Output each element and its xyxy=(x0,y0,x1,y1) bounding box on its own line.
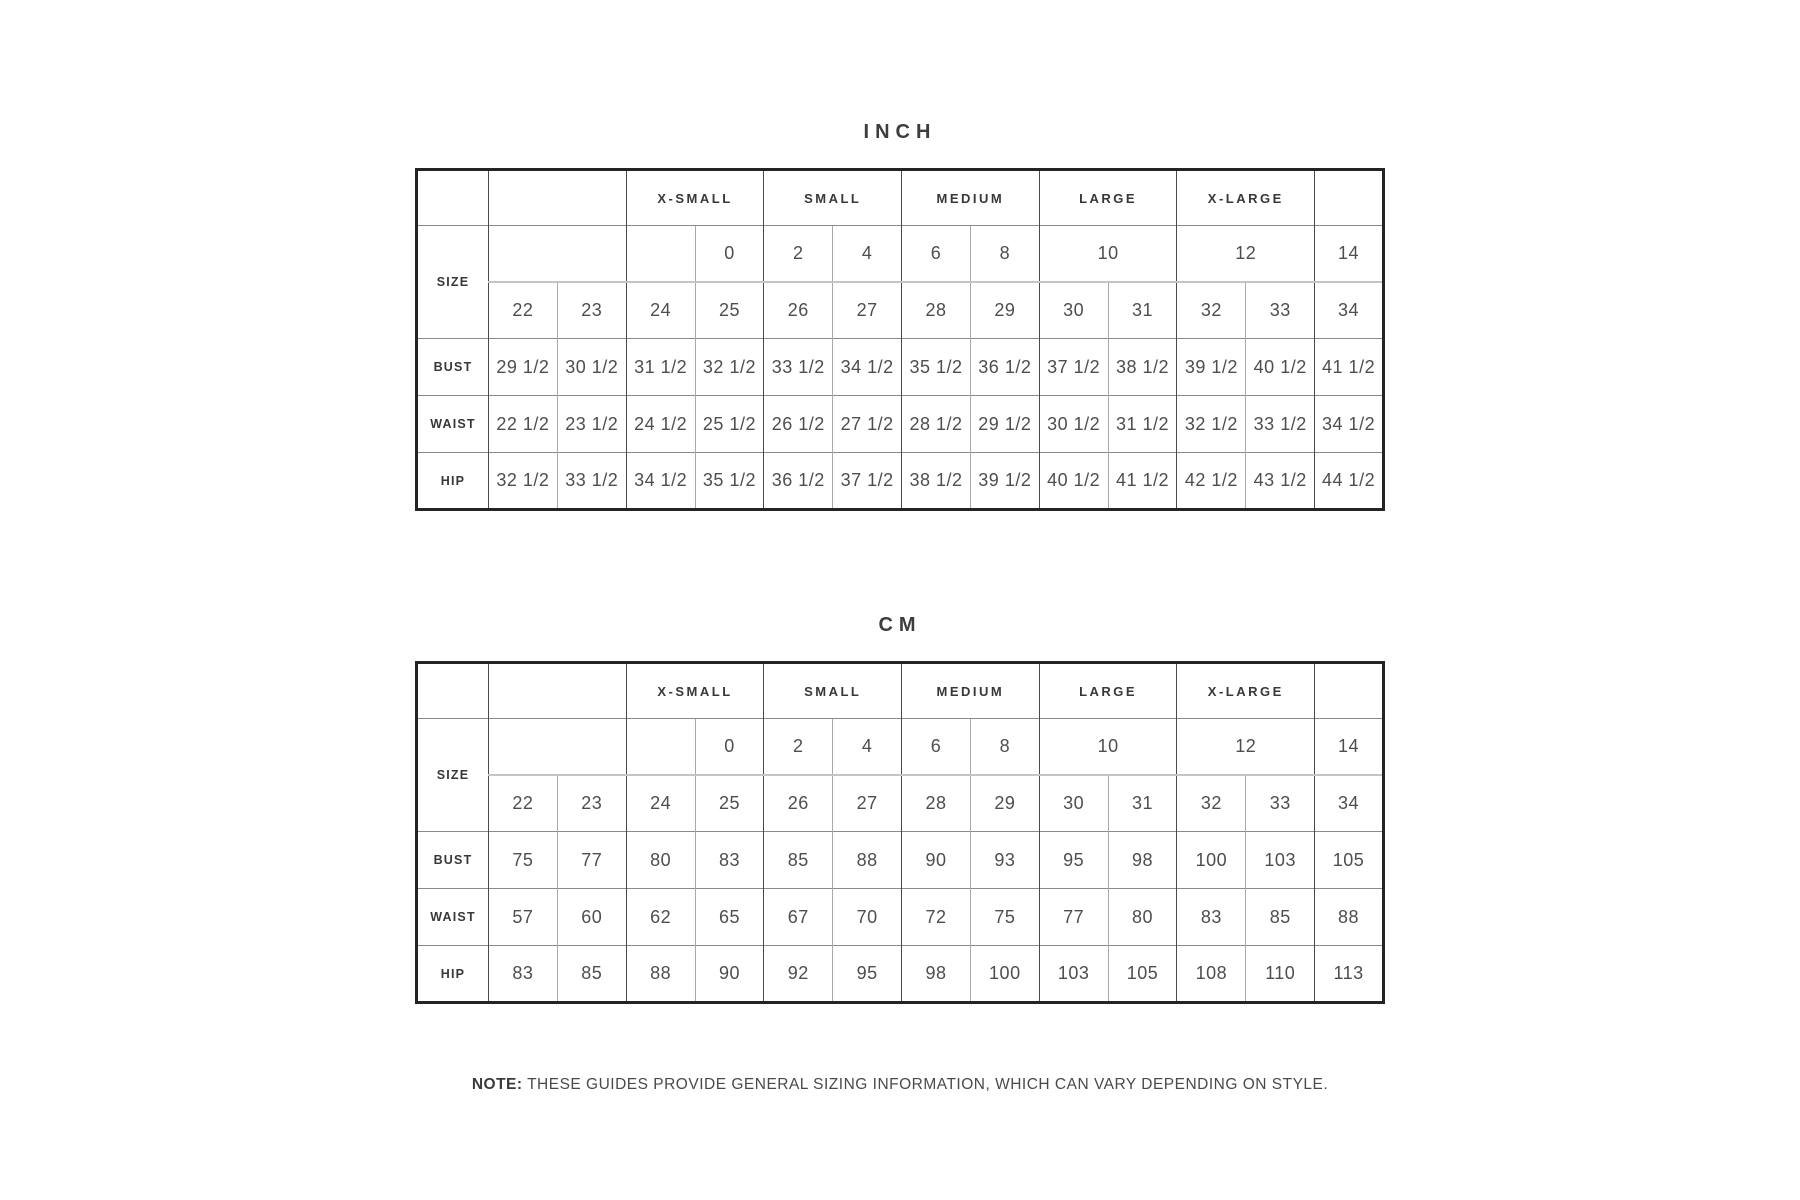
odd-size-cell: 24 xyxy=(626,282,695,339)
group-header-cell: X-SMALL xyxy=(626,170,764,226)
even-size-cell: 10 xyxy=(1039,719,1177,775)
measurement-value-cell: 90 xyxy=(695,946,764,1003)
measurement-value-cell: 105 xyxy=(1108,946,1177,1003)
measurement-value-cell: 28 1/2 xyxy=(902,396,971,453)
measurement-value-cell: 41 1/2 xyxy=(1315,339,1384,396)
measurement-value-cell: 34 1/2 xyxy=(626,453,695,510)
measurement-label-cell: HIP xyxy=(417,946,489,1003)
measurement-value-cell: 57 xyxy=(489,889,558,946)
even-size-cell: 0 xyxy=(695,226,764,282)
group-header-cell: SMALL xyxy=(764,170,902,226)
measurement-value-cell: 113 xyxy=(1315,946,1384,1003)
odd-size-cell: 28 xyxy=(902,775,971,832)
measurement-value-cell: 83 xyxy=(695,832,764,889)
group-header-cell: MEDIUM xyxy=(902,663,1040,719)
measurement-value-cell: 60 xyxy=(557,889,626,946)
group-header-cell: X-LARGE xyxy=(1177,170,1315,226)
measurement-value-cell: 33 1/2 xyxy=(1246,396,1315,453)
size-label-cell: SIZE xyxy=(417,226,489,339)
measurement-label-cell: HIP xyxy=(417,453,489,510)
measurement-value-cell: 98 xyxy=(902,946,971,1003)
measurement-value-cell: 37 1/2 xyxy=(1039,339,1108,396)
measurement-label-cell: BUST xyxy=(417,339,489,396)
odd-size-cell: 33 xyxy=(1246,775,1315,832)
cm-table-title: CM xyxy=(878,614,922,636)
measurement-value-cell: 26 1/2 xyxy=(764,396,833,453)
measurement-value-cell: 75 xyxy=(489,832,558,889)
measurement-value-cell: 23 1/2 xyxy=(557,396,626,453)
measurement-value-cell: 93 xyxy=(970,832,1039,889)
group-header-row xyxy=(417,663,1384,719)
measurement-value-cell: 80 xyxy=(1108,889,1177,946)
measurement-value-cell: 85 xyxy=(557,946,626,1003)
measurement-value-cell: 36 1/2 xyxy=(970,339,1039,396)
group-header-cell: SMALL xyxy=(764,663,902,719)
measurement-value-cell: 83 xyxy=(1177,889,1246,946)
measurement-value-cell: 36 1/2 xyxy=(764,453,833,510)
odd-size-cell: 24 xyxy=(626,775,695,832)
waist-row xyxy=(417,889,1384,946)
measurement-value-cell: 103 xyxy=(1039,946,1108,1003)
empty-group-cell xyxy=(1315,170,1384,226)
measurement-value-cell: 42 1/2 xyxy=(1177,453,1246,510)
corner-cell xyxy=(417,663,489,719)
measurement-value-cell: 40 1/2 xyxy=(1246,339,1315,396)
sizing-note xyxy=(415,1076,1385,1094)
measurement-value-cell: 40 1/2 xyxy=(1039,453,1108,510)
even-sizes-row xyxy=(417,226,1384,282)
even-size-cell: 8 xyxy=(970,226,1039,282)
measurement-value-cell: 32 1/2 xyxy=(489,453,558,510)
measurement-value-cell: 32 1/2 xyxy=(695,339,764,396)
measurement-value-cell: 38 1/2 xyxy=(1108,339,1177,396)
measurement-value-cell: 70 xyxy=(833,889,902,946)
group-header-cell: LARGE xyxy=(1039,663,1177,719)
even-size-cell: 14 xyxy=(1315,226,1384,282)
measurement-value-cell: 100 xyxy=(1177,832,1246,889)
measurement-value-cell: 43 1/2 xyxy=(1246,453,1315,510)
measurement-label-cell: WAIST xyxy=(417,889,489,946)
measurement-label-cell: WAIST xyxy=(417,396,489,453)
note-label: NOTE: xyxy=(471,1076,523,1093)
even-size-cell: 6 xyxy=(902,719,971,775)
odd-size-cell: 32 xyxy=(1177,282,1246,339)
measurement-value-cell: 85 xyxy=(764,832,833,889)
odd-size-cell: 25 xyxy=(695,775,764,832)
measurement-value-cell: 34 1/2 xyxy=(833,339,902,396)
measurement-value-cell: 31 1/2 xyxy=(1108,396,1177,453)
empty-group-cell xyxy=(489,663,627,719)
odd-size-cell: 26 xyxy=(764,775,833,832)
empty-cell xyxy=(489,719,627,775)
empty-group-cell xyxy=(1315,663,1384,719)
even-sizes-row xyxy=(417,719,1384,775)
measurement-value-cell: 35 1/2 xyxy=(902,339,971,396)
measurement-value-cell: 88 xyxy=(1315,889,1384,946)
inch-table-title: INCH xyxy=(863,121,937,143)
measurement-value-cell: 30 1/2 xyxy=(557,339,626,396)
measurement-value-cell: 29 1/2 xyxy=(489,339,558,396)
measurement-value-cell: 105 xyxy=(1315,832,1384,889)
odd-size-cell: 31 xyxy=(1108,775,1177,832)
measurement-value-cell: 25 1/2 xyxy=(695,396,764,453)
measurement-value-cell: 88 xyxy=(833,832,902,889)
measurement-value-cell: 62 xyxy=(626,889,695,946)
odd-size-cell: 31 xyxy=(1108,282,1177,339)
measurement-value-cell: 80 xyxy=(626,832,695,889)
measurement-value-cell: 77 xyxy=(1039,889,1108,946)
group-header-cell: X-LARGE xyxy=(1177,663,1315,719)
group-header-cell: MEDIUM xyxy=(902,170,1040,226)
measurement-value-cell: 72 xyxy=(902,889,971,946)
measurement-value-cell: 100 xyxy=(970,946,1039,1003)
odd-size-cell: 27 xyxy=(833,775,902,832)
odd-size-cell: 26 xyxy=(764,282,833,339)
odd-size-cell: 23 xyxy=(557,282,626,339)
measurement-value-cell: 27 1/2 xyxy=(833,396,902,453)
bust-row xyxy=(417,339,1384,396)
measurement-value-cell: 103 xyxy=(1246,832,1315,889)
odd-size-cell: 25 xyxy=(695,282,764,339)
hip-row xyxy=(417,946,1384,1003)
odd-size-cell: 34 xyxy=(1315,282,1384,339)
odd-size-cell: 30 xyxy=(1039,282,1108,339)
even-size-cell: 8 xyxy=(970,719,1039,775)
measurement-value-cell: 95 xyxy=(833,946,902,1003)
measurement-value-cell: 37 1/2 xyxy=(833,453,902,510)
measurement-value-cell: 108 xyxy=(1177,946,1246,1003)
measurement-value-cell: 90 xyxy=(902,832,971,889)
measurement-value-cell: 41 1/2 xyxy=(1108,453,1177,510)
measurement-value-cell: 92 xyxy=(764,946,833,1003)
empty-cell xyxy=(626,719,695,775)
measurement-value-cell: 77 xyxy=(557,832,626,889)
odd-size-cell: 34 xyxy=(1315,775,1384,832)
odd-size-cell: 27 xyxy=(833,282,902,339)
size-table-inch xyxy=(415,168,1385,511)
measurement-value-cell: 67 xyxy=(764,889,833,946)
measurement-value-cell: 31 1/2 xyxy=(626,339,695,396)
even-size-cell: 14 xyxy=(1315,719,1384,775)
even-size-cell: 2 xyxy=(764,226,833,282)
waist-row xyxy=(417,396,1384,453)
odd-size-cell: 23 xyxy=(557,775,626,832)
measurement-value-cell: 98 xyxy=(1108,832,1177,889)
size-table-cm xyxy=(415,661,1385,1004)
odd-size-cell: 22 xyxy=(489,775,558,832)
even-size-cell: 10 xyxy=(1039,226,1177,282)
odd-sizes-row xyxy=(417,775,1384,832)
even-size-cell: 4 xyxy=(833,719,902,775)
measurement-value-cell: 32 1/2 xyxy=(1177,396,1246,453)
measurement-value-cell: 34 1/2 xyxy=(1315,396,1384,453)
even-size-cell: 12 xyxy=(1177,226,1315,282)
bust-row xyxy=(417,832,1384,889)
empty-cell xyxy=(489,226,627,282)
measurement-value-cell: 38 1/2 xyxy=(902,453,971,510)
measurement-value-cell: 30 1/2 xyxy=(1039,396,1108,453)
even-size-cell: 6 xyxy=(902,226,971,282)
even-size-cell: 4 xyxy=(833,226,902,282)
measurement-value-cell: 22 1/2 xyxy=(489,396,558,453)
measurement-value-cell: 95 xyxy=(1039,832,1108,889)
measurement-value-cell: 83 xyxy=(489,946,558,1003)
odd-size-cell: 28 xyxy=(902,282,971,339)
odd-size-cell: 22 xyxy=(489,282,558,339)
odd-size-cell: 33 xyxy=(1246,282,1315,339)
measurement-value-cell: 75 xyxy=(970,889,1039,946)
group-header-cell: X-SMALL xyxy=(626,663,764,719)
measurement-value-cell: 110 xyxy=(1246,946,1315,1003)
even-size-cell: 0 xyxy=(695,719,764,775)
size-guide-page xyxy=(415,0,1385,1094)
even-size-cell: 12 xyxy=(1177,719,1315,775)
odd-size-cell: 30 xyxy=(1039,775,1108,832)
odd-size-cell: 29 xyxy=(970,282,1039,339)
measurement-label-cell: BUST xyxy=(417,832,489,889)
measurement-value-cell: 39 1/2 xyxy=(1177,339,1246,396)
corner-cell xyxy=(417,170,489,226)
measurement-value-cell: 39 1/2 xyxy=(970,453,1039,510)
size-label-cell: SIZE xyxy=(417,719,489,832)
measurement-value-cell: 85 xyxy=(1246,889,1315,946)
measurement-value-cell: 33 1/2 xyxy=(557,453,626,510)
even-size-cell: 2 xyxy=(764,719,833,775)
empty-group-cell xyxy=(489,170,627,226)
empty-cell xyxy=(626,226,695,282)
measurement-value-cell: 35 1/2 xyxy=(695,453,764,510)
odd-size-cell: 29 xyxy=(970,775,1039,832)
hip-row xyxy=(417,453,1384,510)
measurement-value-cell: 65 xyxy=(695,889,764,946)
group-header-cell: LARGE xyxy=(1039,170,1177,226)
group-header-row xyxy=(417,170,1384,226)
note-text: THESE GUIDES PROVIDE GENERAL SIZING INFORMATION, WHICH CAN VARY DEPENDING ON STYLE. xyxy=(527,1076,1329,1093)
measurement-value-cell: 29 1/2 xyxy=(970,396,1039,453)
odd-size-cell: 32 xyxy=(1177,775,1246,832)
measurement-value-cell: 44 1/2 xyxy=(1315,453,1384,510)
odd-sizes-row xyxy=(417,282,1384,339)
measurement-value-cell: 24 1/2 xyxy=(626,396,695,453)
measurement-value-cell: 33 1/2 xyxy=(764,339,833,396)
measurement-value-cell: 88 xyxy=(626,946,695,1003)
